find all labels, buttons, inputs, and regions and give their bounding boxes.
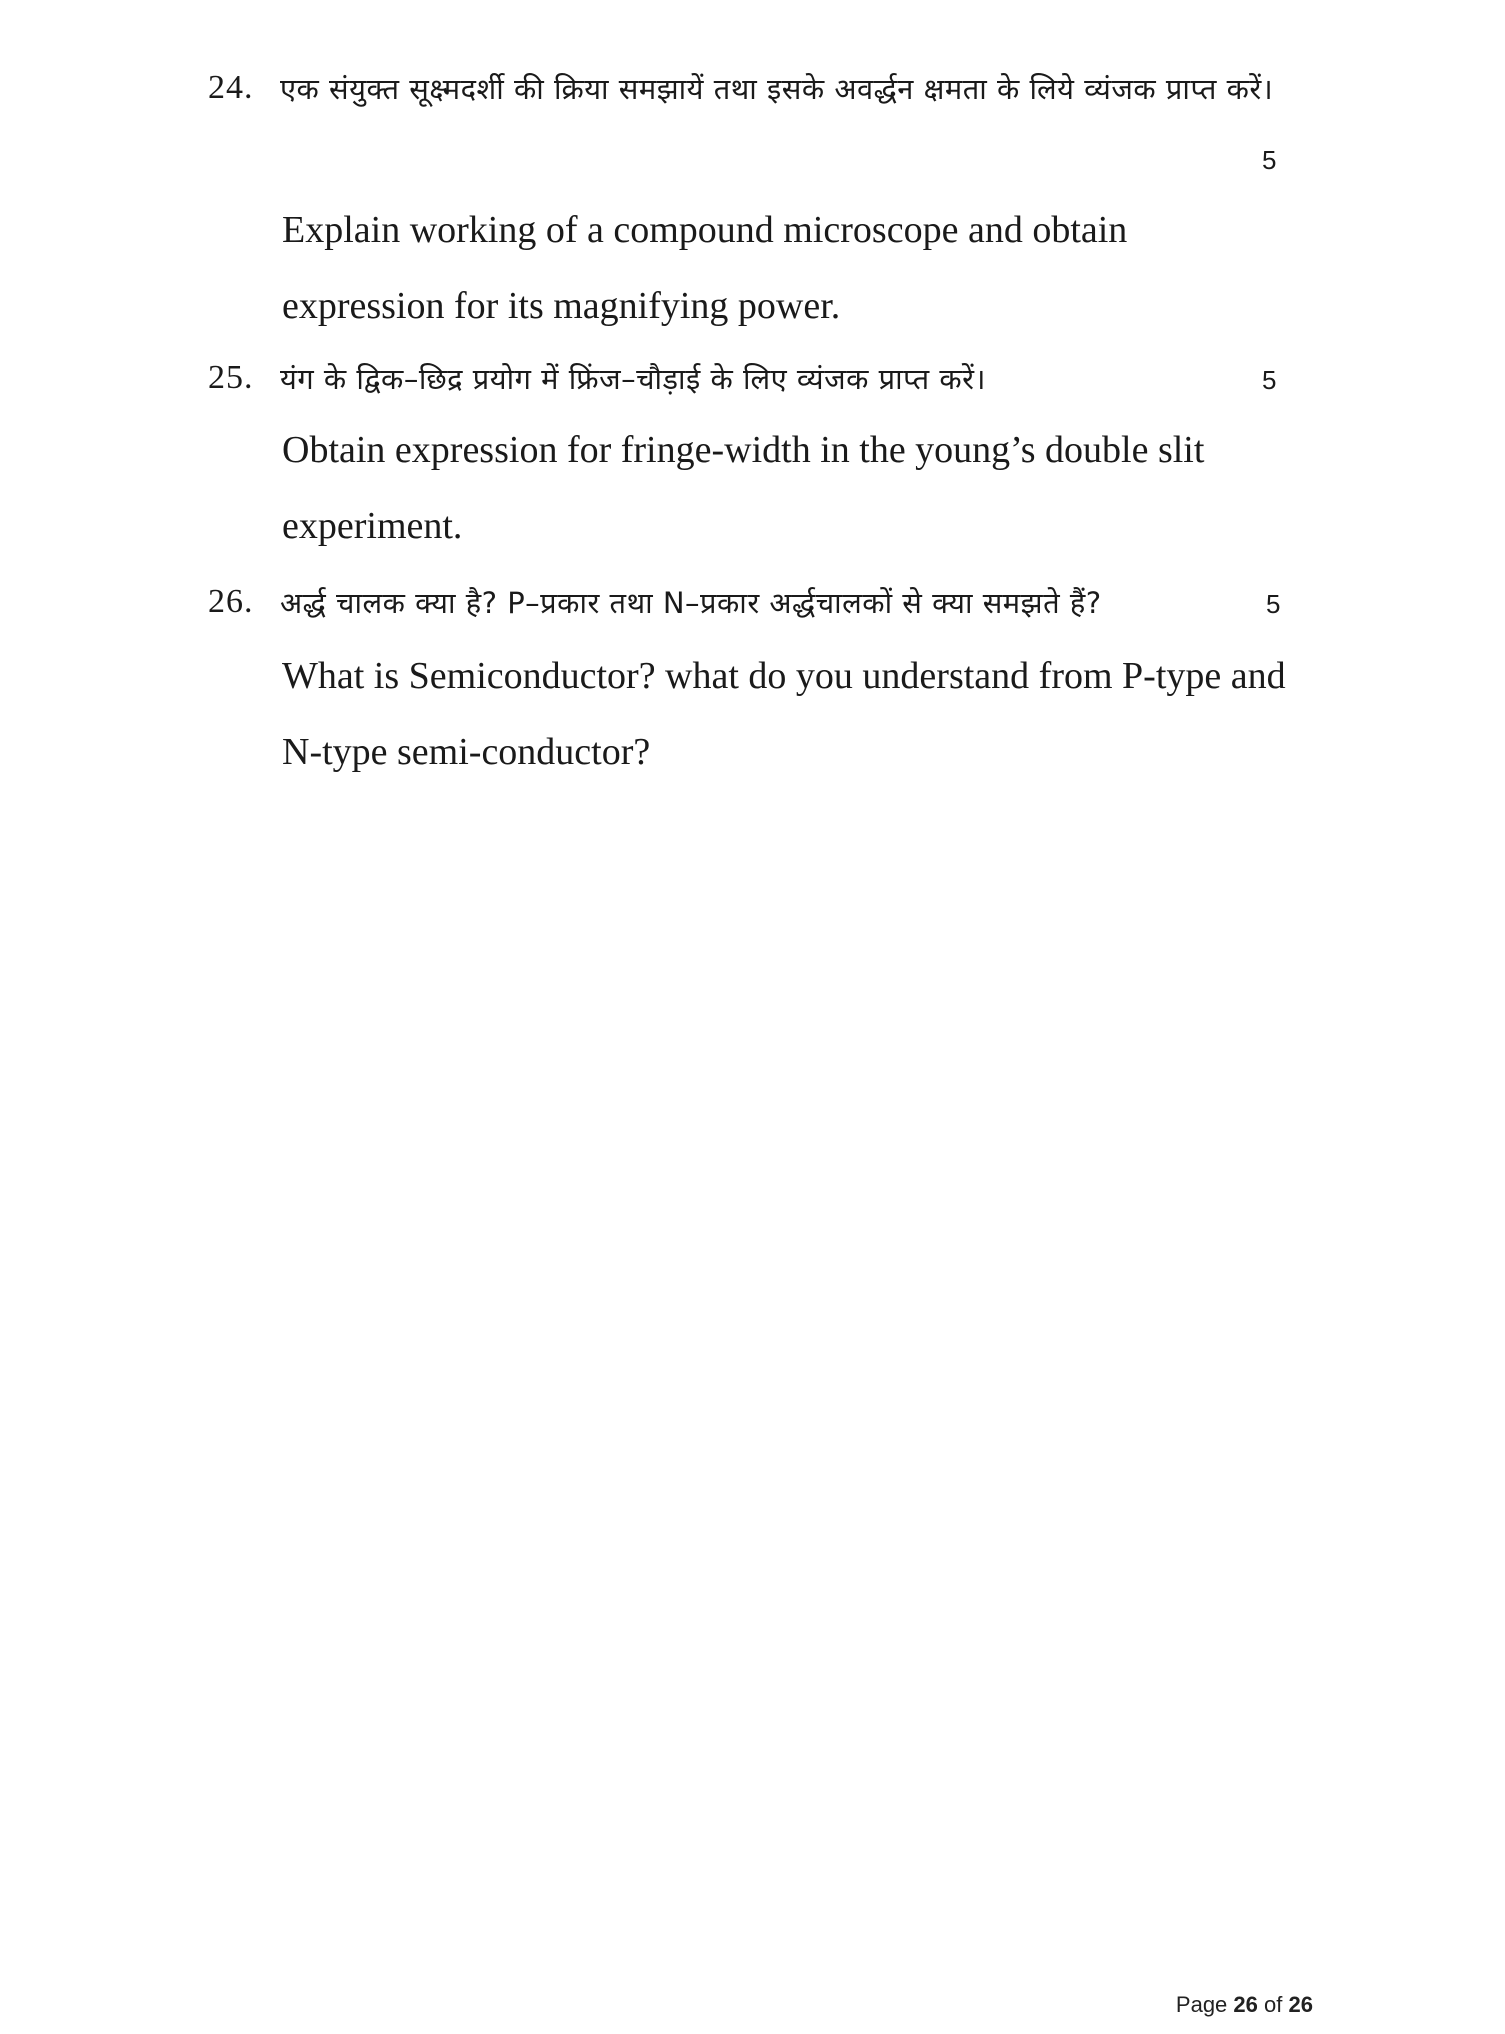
question-english-text: Explain working of a compound microscope and obtain expression for its magnifying power. [282, 209, 1128, 327]
question-hindi-text: एक संयुक्त सूक्ष्मदर्शी की क्रिया समझायें तथा इसके अवर्द्धन क्षमता के लिये व्यंजक प्राप्त करें। [280, 72, 1274, 106]
page-footer [1176, 1992, 1313, 2018]
question-english-text: What is Semiconductor? what do you understand from P-type and N-type semi-conductor? [282, 655, 1286, 773]
current-page-number: 26 [1233, 1992, 1258, 2017]
question-english-text: Obtain expression for fringe-width in the young’s double slit experiment. [282, 429, 1205, 547]
question-marks: 5 [1262, 365, 1277, 395]
page-label: Page [1175, 1992, 1228, 2017]
question-number: 26. [208, 583, 254, 620]
page-separator: of [1264, 1992, 1283, 2017]
question-marks: 5 [1262, 145, 1277, 175]
question-hindi-text: यंग के द्विक–छिद्र प्रयोग में फ्रिंज–चौड़ाई के लिए व्यंजक प्राप्त करें। [280, 362, 986, 396]
question-hindi-text: अर्द्ध चालक क्या है? P–प्रकार तथा N–प्रकार अर्द्धचालकों से क्या समझते हैं? [280, 586, 1102, 620]
total-page-number: 26 [1288, 1992, 1313, 2017]
question-number: 25. [208, 359, 254, 396]
question-marks: 5 [1266, 589, 1281, 619]
question-number: 24. [208, 69, 254, 106]
